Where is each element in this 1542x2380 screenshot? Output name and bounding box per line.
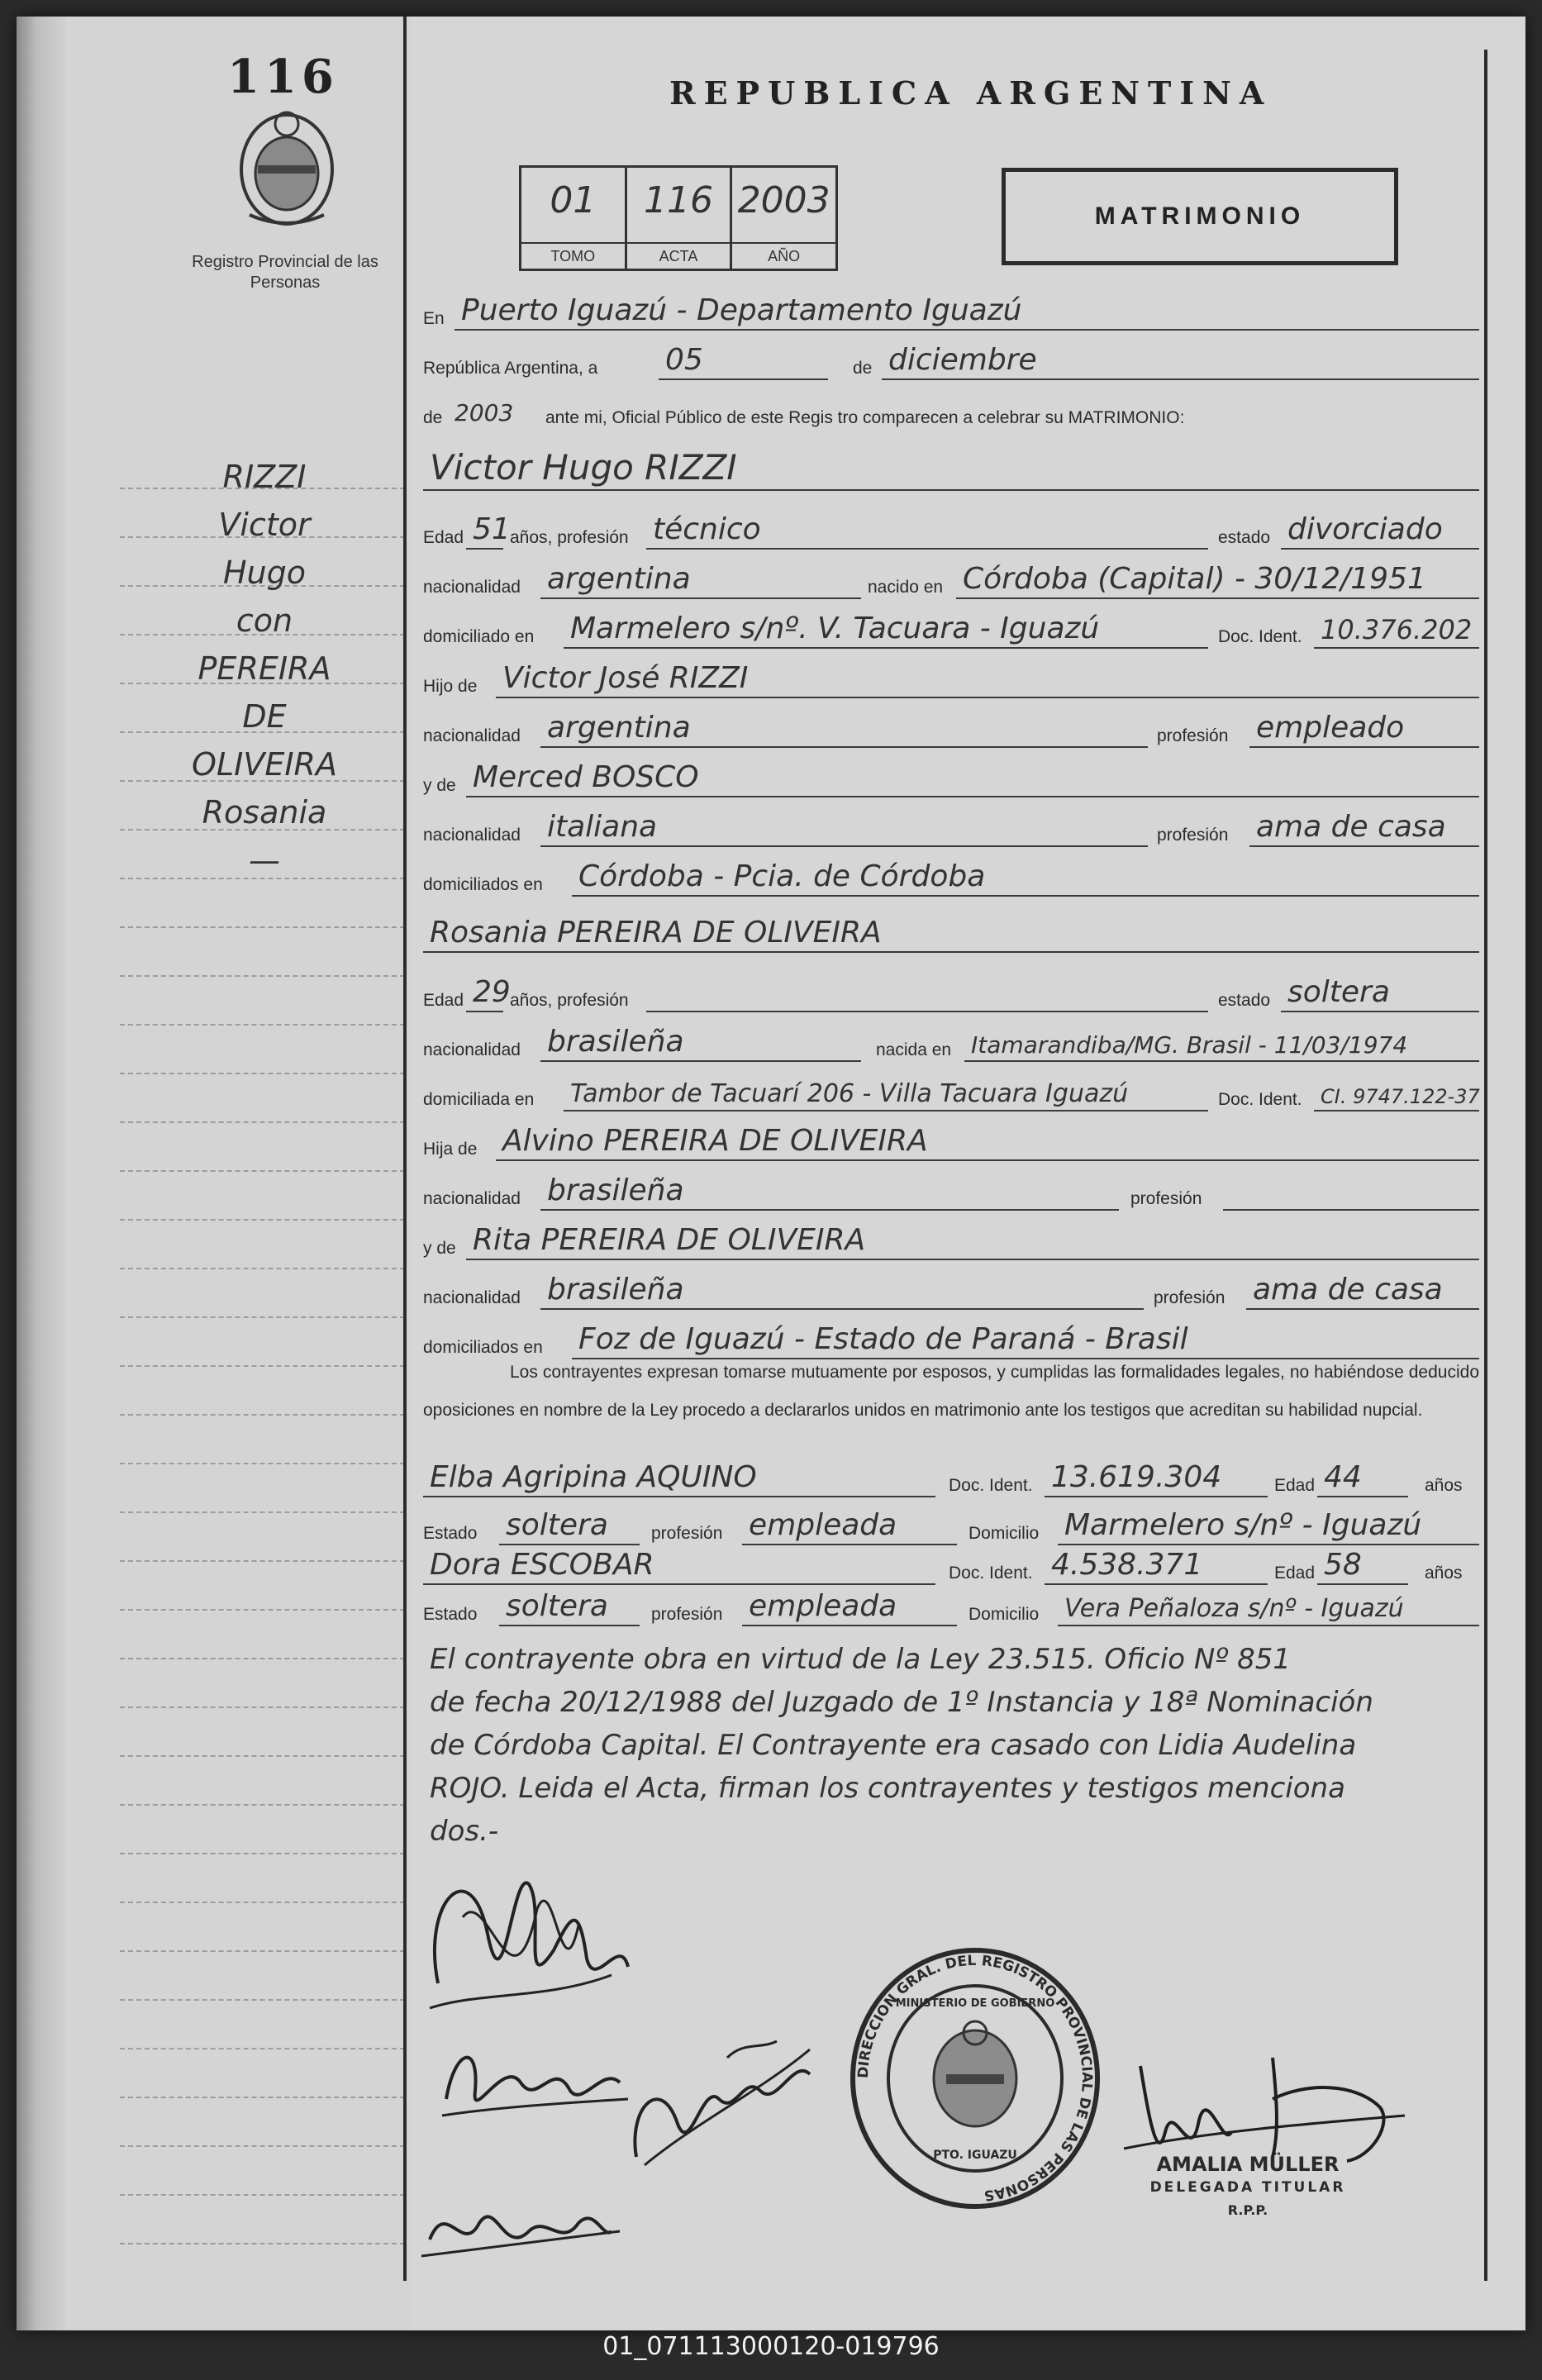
label-domicilio: Domicilio xyxy=(969,1524,1040,1543)
country-title: REPUBLICA ARGENTINA xyxy=(669,74,1273,112)
field-c1-madre xyxy=(466,760,1479,797)
margin-rule-line xyxy=(120,1073,405,1074)
margin-note-line: Victor xyxy=(218,507,311,543)
row-c1-madre-nac xyxy=(423,810,1481,847)
field-c2-doc xyxy=(1314,1078,1479,1111)
value-mes: diciembre xyxy=(888,343,1037,377)
field-c1-madre-nac xyxy=(540,810,1148,847)
field-c2-nacionalidad xyxy=(540,1025,861,1062)
field-t1-domicilio xyxy=(1058,1508,1479,1545)
value-c1-doc: 10.376.202 xyxy=(1321,614,1473,645)
value-c2-padres-dom: Foz de Iguazú - Estado de Paraná - Brasil xyxy=(578,1322,1188,1356)
value-c1-padres-dom: Córdoba - Pcia. de Córdoba xyxy=(578,859,986,893)
label-domiciliados-en-2: domiciliados en xyxy=(423,1338,543,1357)
field-mes xyxy=(882,343,1479,380)
label-anios: años xyxy=(1425,1476,1463,1495)
field-c1-nacionalidad xyxy=(540,562,861,599)
row-t2-nombre xyxy=(423,1548,1481,1585)
field-c1-estado xyxy=(1281,512,1479,550)
margin-rule-line xyxy=(120,1755,405,1757)
margin-note-line: DE xyxy=(242,698,287,735)
registry-label: Registro Provincial de las Personas xyxy=(192,253,378,292)
row-c1-padre xyxy=(423,661,1481,698)
value-c1-padre-nac: argentina xyxy=(547,711,691,745)
value-c2-domicilio: Tambor de Tacuarí 206 - Villa Tacuara Iguazú xyxy=(570,1079,1129,1108)
tomo-label: TOMO xyxy=(521,242,625,269)
coat-of-arms-icon xyxy=(233,107,340,231)
field-c1-nombre xyxy=(423,446,1479,491)
label-profesion: profesión xyxy=(1157,726,1229,745)
value-c2-doc: CI. 9747.122-37 xyxy=(1321,1085,1480,1108)
margin-note-line: RIZZI xyxy=(222,459,307,495)
margin-rule-line xyxy=(120,1511,405,1513)
value-lugar: Puerto Iguazú - Departamento Iguazú xyxy=(461,293,1022,327)
field-t2-nombre xyxy=(423,1548,935,1585)
label-nacionalidad-6: nacionalidad xyxy=(423,1288,521,1307)
tomo-cell xyxy=(521,168,627,269)
row-c1-nacionalidad xyxy=(423,562,1481,599)
field-t2-estado xyxy=(499,1589,640,1626)
margin-note-line: — xyxy=(249,842,280,878)
label-nacido-en: nacido en xyxy=(868,578,944,597)
row-t1-nombre xyxy=(423,1460,1481,1497)
label-nacionalidad: nacionalidad xyxy=(423,578,521,597)
margin-rule-line xyxy=(120,1853,405,1854)
field-t1-doc xyxy=(1045,1460,1268,1497)
margin-note-line: OLIVEIRA xyxy=(192,746,337,783)
label-de: de xyxy=(853,359,873,378)
margin-divider xyxy=(403,17,407,2281)
acta-label: ACTA xyxy=(627,242,731,269)
value-c1-padre-prof: empleado xyxy=(1256,711,1405,745)
record-type-box: MATRIMONIO xyxy=(1002,168,1398,265)
row-c2-madre xyxy=(423,1223,1481,1260)
row-c1-edad xyxy=(423,512,1481,550)
signature-testigo-1 xyxy=(612,2025,826,2190)
field-c2-padre-nac xyxy=(540,1173,1119,1211)
value-t2-edad: 58 xyxy=(1324,1548,1362,1582)
field-t2-doc xyxy=(1045,1548,1268,1585)
margin-rule-line xyxy=(120,1219,405,1221)
obs-line-4: ROJO. Leida el Acta, firman los contrayentes y testigos menciona xyxy=(430,1772,1345,1805)
officer-acronym: R.P.P. xyxy=(1227,2202,1268,2218)
label-profesion-6: profesión xyxy=(651,1605,723,1624)
row-c1-padres-dom xyxy=(423,859,1481,897)
value-c1-padre: Victor José RIZZI xyxy=(502,661,749,695)
value-c1-madre-prof: ama de casa xyxy=(1256,810,1446,844)
image-id-footer: 01_071113000120-019796 xyxy=(602,2332,940,2361)
label-doc-ident-2: Doc. Ident. xyxy=(1218,1090,1302,1109)
field-c1-domicilio xyxy=(564,612,1208,649)
margin-rule-line xyxy=(120,1999,405,2001)
label-edad-4: Edad xyxy=(1274,1564,1316,1583)
field-t1-edad xyxy=(1317,1460,1408,1497)
value-c2-padre-nac: brasileña xyxy=(547,1173,684,1207)
margin-rule-line xyxy=(120,975,405,977)
register-number: 116 xyxy=(227,50,339,104)
value-anio: 2003 xyxy=(455,399,514,426)
field-c1-profesion xyxy=(646,512,1208,550)
value-c2-madre-nac: brasileña xyxy=(547,1273,684,1307)
field-t2-domicilio xyxy=(1058,1593,1479,1626)
label-nacionalidad-3: nacionalidad xyxy=(423,826,521,845)
row-t1-datos xyxy=(423,1508,1481,1545)
value-t2-profesion: empleada xyxy=(749,1589,897,1623)
seal-text: DIRECCION GRAL. DEL REGISTRO PROVINCIAL DE LAS PERSONAS xyxy=(854,1952,1096,2204)
value-c1-nacionalidad: argentina xyxy=(547,562,691,596)
field-c2-domicilio xyxy=(564,1078,1208,1111)
label-anios-profesion: años, profesión xyxy=(510,528,629,547)
margin-rule-line xyxy=(120,1268,405,1269)
value-t2-domicilio: Vera Peñaloza s/nº - Iguazú xyxy=(1064,1594,1404,1623)
value-c1-edad: 51 xyxy=(473,512,511,546)
value-c1-estado: divorciado xyxy=(1287,512,1443,546)
value-t2-doc: 4.538.371 xyxy=(1051,1548,1203,1582)
field-c2-padre xyxy=(496,1124,1479,1161)
label-profesion-2: profesión xyxy=(1157,826,1229,845)
row-c2-madre-nac xyxy=(423,1273,1481,1310)
value-t1-nombre: Elba Agripina AQUINO xyxy=(430,1460,757,1494)
field-c1-padres-dom xyxy=(572,859,1479,897)
label-republica: República Argentina, a xyxy=(423,359,598,378)
margin-rule-line xyxy=(120,1316,405,1318)
field-c1-edad xyxy=(466,512,511,550)
row-c2-edad xyxy=(423,975,1481,1012)
margin-rule-line xyxy=(120,1609,405,1611)
margin-rule-line xyxy=(120,1804,405,1806)
anio-cell xyxy=(732,168,835,269)
value-c2-nombre: Rosania PEREIRA DE OLIVEIRA xyxy=(430,916,882,950)
label-domiciliado-en: domiciliado en xyxy=(423,627,535,646)
field-c1-doc xyxy=(1314,616,1479,649)
row-c2-nombre xyxy=(423,913,1481,950)
field-c2-nombre xyxy=(423,913,1479,953)
label-estado: estado xyxy=(1218,528,1271,547)
obs-line-3: de Córdoba Capital. El Contrayente era casado con Lidia Audelina xyxy=(430,1729,1357,1762)
field-t1-nombre xyxy=(423,1460,935,1497)
seal-place-text: PTO. IGUAZU xyxy=(933,2149,1017,2162)
signature-testigo-2 xyxy=(413,2182,628,2273)
row-c1-padre-nac xyxy=(423,711,1481,748)
row-c2-padre-nac xyxy=(423,1173,1481,1211)
obs-line-5: dos.- xyxy=(430,1815,499,1848)
value-c1-madre: Merced BOSCO xyxy=(473,760,699,794)
anio-label: AÑO xyxy=(732,242,835,269)
value-c1-domicilio: Marmelero s/nº. V. Tacuara - Iguazú xyxy=(570,612,1100,645)
field-c1-madre-prof xyxy=(1249,810,1479,847)
field-c1-padre-prof xyxy=(1249,711,1479,748)
label-domicilio-2: Domicilio xyxy=(969,1605,1040,1624)
label-anios-2: años xyxy=(1425,1564,1463,1583)
label-doc-ident: Doc. Ident. xyxy=(1218,627,1302,646)
legal-text: Los contrayentes expresan tomarse mutuamente por esposos, y cumplidas las formalidades legales, no habiéndose deducido oposiciones en nombre de la Ley procedo a declararlos unidos en matrimonio ante los testigos que acreditan su habilidad nupcial. xyxy=(423,1363,1479,1420)
field-c2-padre-prof xyxy=(1223,1178,1479,1211)
label-profesion-4: profesión xyxy=(1154,1288,1226,1307)
margin-rule-line xyxy=(120,1365,405,1367)
row-c1-madre xyxy=(423,760,1481,797)
margin-note-line: Hugo xyxy=(222,555,307,591)
row-c2-padre xyxy=(423,1124,1481,1161)
field-c1-padre-nac xyxy=(540,711,1148,748)
row-c1-nombre xyxy=(423,446,1481,488)
label-anios-profesion-2: años, profesión xyxy=(510,991,629,1010)
margin-rule-line xyxy=(120,2048,405,2049)
field-c2-edad xyxy=(466,975,511,1012)
value-c2-estado: soltera xyxy=(1287,975,1390,1009)
book-binding xyxy=(17,17,66,2330)
value-c2-madre-prof: ama de casa xyxy=(1253,1273,1443,1307)
value-c2-edad: 29 xyxy=(473,975,511,1009)
row-c2-nacionalidad xyxy=(423,1025,1481,1062)
record-number-box xyxy=(519,165,838,271)
label-hijo-de: Hijo de xyxy=(423,677,478,696)
value-c2-nacionalidad: brasileña xyxy=(547,1025,684,1059)
field-t2-edad xyxy=(1317,1548,1408,1585)
field-c2-profesion xyxy=(646,979,1208,1012)
field-lugar xyxy=(455,293,1479,331)
margin-rule-line xyxy=(120,1414,405,1416)
field-c1-nacido xyxy=(956,562,1479,599)
document-page xyxy=(17,17,1525,2330)
value-t1-estado: soltera xyxy=(506,1508,608,1542)
margin-rule-line xyxy=(120,1121,405,1123)
label-nacionalidad-2: nacionalidad xyxy=(423,726,521,745)
value-c1-nacido: Córdoba (Capital) - 30/12/1951 xyxy=(963,562,1426,596)
margin-rule-line xyxy=(120,1902,405,1903)
label-estado-4: Estado xyxy=(423,1605,478,1624)
margin-rule-line xyxy=(120,2243,405,2244)
margin-note-line: PEREIRA xyxy=(198,650,331,687)
margin-rule-line xyxy=(120,1950,405,1952)
value-t2-nombre: Dora ESCOBAR xyxy=(430,1548,654,1582)
row-c1-domicilio xyxy=(423,612,1481,649)
margin-rule-line xyxy=(120,1024,405,1026)
field-dia xyxy=(659,343,828,380)
value-t1-edad: 44 xyxy=(1324,1460,1362,1494)
margin-column xyxy=(66,17,412,2330)
value-c2-padre: Alvino PEREIRA DE OLIVEIRA xyxy=(502,1124,928,1158)
label-estado-3: Estado xyxy=(423,1524,478,1543)
label-ante: ante mi, Oficial Público de este Regis tro comparecen a celebrar su MATRIMONIO: xyxy=(545,408,1185,427)
margin-rule-line xyxy=(120,926,405,928)
value-c1-madre-nac: italiana xyxy=(547,810,658,844)
margin-rule-line xyxy=(120,2194,405,2196)
field-c1-padre xyxy=(496,661,1479,698)
row-lugar xyxy=(423,293,1481,331)
field-c2-estado xyxy=(1281,975,1479,1012)
label-doc-ident-4: Doc. Ident. xyxy=(949,1564,1033,1583)
anio-value: 2003 xyxy=(737,179,830,221)
label-y-de-2: y de xyxy=(423,1239,456,1258)
value-t2-estado: soltera xyxy=(506,1589,608,1623)
margin-rule-line xyxy=(120,1170,405,1172)
label-domiciliados-en: domiciliados en xyxy=(423,875,543,894)
margin-rule-line xyxy=(120,1658,405,1659)
official-seal-icon xyxy=(843,1942,1107,2215)
field-c2-madre-prof xyxy=(1246,1273,1479,1310)
value-t1-doc: 13.619.304 xyxy=(1051,1460,1222,1494)
margin-rule-line xyxy=(120,1560,405,1562)
value-c2-madre: Rita PEREIRA DE OLIVEIRA xyxy=(473,1223,866,1257)
value-t1-domicilio: Marmelero s/nº - Iguazú xyxy=(1064,1508,1422,1542)
row-fecha xyxy=(423,343,1481,380)
acta-cell xyxy=(627,168,733,269)
margin-rule-line xyxy=(120,2145,405,2147)
margin-rule-line xyxy=(120,2097,405,2098)
label-nacionalidad-5: nacionalidad xyxy=(423,1189,521,1208)
right-border xyxy=(1484,50,1487,2281)
obs-line-1: El contrayente obra en virtud de la Ley 23.515. Oficio Nº 851 xyxy=(430,1643,1292,1676)
label-edad: Edad xyxy=(423,528,464,547)
margin-rule-line xyxy=(120,1463,405,1464)
field-t2-profesion xyxy=(742,1589,957,1626)
acta-value: 116 xyxy=(644,179,713,221)
value-c1-profesion: técnico xyxy=(653,512,761,546)
value-dia: 05 xyxy=(665,343,703,377)
seal-center-text: MINISTERIO DE GOBIERNO xyxy=(895,1997,1055,2010)
label-en: En xyxy=(423,309,445,328)
label-nacionalidad-4: nacionalidad xyxy=(423,1040,521,1059)
label-domiciliada-en: domiciliada en xyxy=(423,1090,535,1109)
field-c2-madre-nac xyxy=(540,1273,1144,1310)
label-hija-de: Hija de xyxy=(423,1140,478,1159)
label-profesion-3: profesión xyxy=(1130,1189,1202,1208)
tomo-value: 01 xyxy=(550,179,597,221)
officer-stamp xyxy=(1140,2153,1355,2222)
officer-name: AMALIA MÜLLER xyxy=(1156,2153,1340,2176)
row-t2-datos xyxy=(423,1589,1481,1626)
obs-line-2: de fecha 20/12/1988 del Juzgado de 1º Instancia y 18ª Nominación xyxy=(430,1686,1373,1719)
margin-rule-line xyxy=(120,1706,405,1708)
officer-title: DELEGADA TITULAR xyxy=(1149,2179,1346,2196)
label-y-de: y de xyxy=(423,776,456,795)
label-edad-3: Edad xyxy=(1274,1476,1316,1495)
margin-note-line: con xyxy=(236,602,293,639)
field-t1-estado xyxy=(499,1508,640,1545)
label-doc-ident-3: Doc. Ident. xyxy=(949,1476,1033,1495)
value-c1-nombre: Victor Hugo RIZZI xyxy=(430,447,737,488)
value-t1-profesion: empleada xyxy=(749,1508,897,1542)
value-c2-nacida: Itamarandiba/MG. Brasil - 11/03/1974 xyxy=(971,1031,1408,1059)
label-de2: de xyxy=(423,408,443,427)
label-profesion-5: profesión xyxy=(651,1524,723,1543)
label-estado-2: estado xyxy=(1218,991,1271,1010)
row-anio xyxy=(423,397,1481,430)
field-t1-profesion xyxy=(742,1508,957,1545)
field-c2-nacida xyxy=(964,1029,1479,1062)
row-c2-domicilio xyxy=(423,1078,1481,1111)
label-edad-2: Edad xyxy=(423,991,464,1010)
margin-note-line: Rosania xyxy=(202,794,327,831)
field-c2-madre xyxy=(466,1223,1479,1260)
signature-contrayente-1 xyxy=(413,1835,661,2049)
label-nacida-en: nacida en xyxy=(876,1040,952,1059)
field-anio xyxy=(448,397,539,428)
